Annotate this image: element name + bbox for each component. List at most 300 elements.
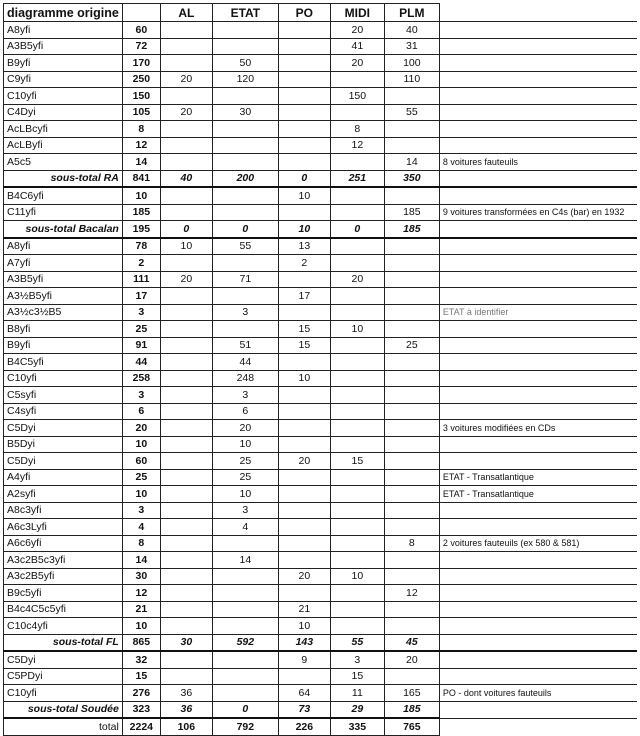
cell-midi: 150	[330, 88, 384, 105]
cell-po: 20	[278, 568, 330, 585]
cell-total: 14	[122, 154, 160, 171]
cell-note	[439, 601, 637, 618]
cell-plm	[384, 601, 439, 618]
cell-etat: 592	[212, 634, 278, 651]
cell-midi	[330, 420, 384, 437]
cell-name: B8yfi	[4, 321, 123, 338]
cell-note	[439, 354, 637, 371]
cell-al	[160, 535, 212, 552]
cell-total: 250	[122, 71, 160, 88]
cell-etat	[212, 187, 278, 204]
cell-note	[439, 38, 637, 55]
cell-name: A3c2B5yfi	[4, 568, 123, 585]
cell-plm	[384, 486, 439, 503]
table-row	[4, 668, 638, 685]
cell-name: A8yfi	[4, 238, 123, 255]
cell-po	[278, 552, 330, 569]
cell-al	[160, 121, 212, 138]
table-row	[4, 238, 638, 255]
cell-note	[439, 634, 637, 651]
cell-note	[439, 137, 637, 154]
cell-plm	[384, 618, 439, 635]
table-row	[4, 519, 638, 536]
cell-note	[439, 255, 637, 272]
cell-al	[160, 403, 212, 420]
table-row	[4, 387, 638, 404]
cell-name: A4yfi	[4, 469, 123, 486]
cell-po: 15	[278, 337, 330, 354]
table-row	[4, 255, 638, 272]
cell-note	[439, 436, 637, 453]
cell-total: 10	[122, 187, 160, 204]
cell-plm	[384, 288, 439, 305]
cell-po	[278, 55, 330, 72]
cell-midi: 10	[330, 568, 384, 585]
cell-etat: 10	[212, 436, 278, 453]
cell-total: 865	[122, 634, 160, 651]
cell-name: A6c6yfi	[4, 535, 123, 552]
cell-midi	[330, 304, 384, 321]
table-row	[4, 420, 638, 437]
cell-total: 25	[122, 321, 160, 338]
cell-midi: 3	[330, 651, 384, 668]
cell-midi: 251	[330, 170, 384, 187]
cell-total: 8	[122, 121, 160, 138]
cell-etat	[212, 668, 278, 685]
cell-midi	[330, 601, 384, 618]
header-total	[122, 4, 160, 22]
cell-al	[160, 436, 212, 453]
cell-total: 12	[122, 137, 160, 154]
table-row	[4, 337, 638, 354]
cell-total: 78	[122, 238, 160, 255]
table-row	[4, 271, 638, 288]
table-row	[4, 502, 638, 519]
cell-etat: 0	[212, 221, 278, 238]
cell-plm	[384, 519, 439, 536]
cell-etat: 14	[212, 552, 278, 569]
cell-note: 2 voitures fauteuils (ex 580 & 581)	[439, 535, 637, 552]
cell-midi: 11	[330, 685, 384, 702]
cell-name: sous-total Soudée	[4, 701, 123, 718]
cell-al	[160, 601, 212, 618]
cell-po: 10	[278, 370, 330, 387]
cell-etat	[212, 22, 278, 39]
cell-plm	[384, 137, 439, 154]
cell-midi: 55	[330, 634, 384, 651]
cell-po	[278, 121, 330, 138]
cell-midi	[330, 387, 384, 404]
cell-note	[439, 387, 637, 404]
table-row	[4, 187, 638, 204]
header-row	[4, 4, 638, 22]
cell-etat: 4	[212, 519, 278, 536]
table-row	[4, 55, 638, 72]
table-row	[4, 22, 638, 39]
cell-midi	[330, 71, 384, 88]
cell-po: 0	[278, 170, 330, 187]
cell-note: 3 voitures modifiées en CDs	[439, 420, 637, 437]
cell-al: 30	[160, 634, 212, 651]
cell-midi: 12	[330, 137, 384, 154]
cell-total: 12	[122, 585, 160, 602]
cell-etat: 120	[212, 71, 278, 88]
cell-plm	[384, 187, 439, 204]
cell-midi: 29	[330, 701, 384, 718]
cell-etat: 6	[212, 403, 278, 420]
cell-al	[160, 255, 212, 272]
cell-plm: 185	[384, 204, 439, 221]
table-row	[4, 453, 638, 470]
cell-etat	[212, 121, 278, 138]
cell-etat: 25	[212, 453, 278, 470]
cell-note: 9 voitures transformées en C4s (bar) en 1932	[439, 204, 637, 221]
cell-name: C5Dyi	[4, 651, 123, 668]
cell-plm	[384, 436, 439, 453]
header-al: AL	[160, 4, 212, 22]
cell-total: 17	[122, 288, 160, 305]
header-po: PO	[278, 4, 330, 22]
cell-etat: 30	[212, 104, 278, 121]
cell-po	[278, 22, 330, 39]
cell-total: 841	[122, 170, 160, 187]
cell-total: 60	[122, 453, 160, 470]
cell-note	[439, 22, 637, 39]
header-diagramme: diagramme origine	[4, 4, 123, 22]
cell-po: 2	[278, 255, 330, 272]
table-row	[4, 71, 638, 88]
cell-name: sous-total Bacalan	[4, 221, 123, 238]
cell-name: A2syfi	[4, 486, 123, 503]
cell-po	[278, 387, 330, 404]
cell-plm	[384, 370, 439, 387]
cell-al	[160, 304, 212, 321]
cell-note	[439, 271, 637, 288]
cell-total: 91	[122, 337, 160, 354]
cell-midi: 15	[330, 453, 384, 470]
cell-plm	[384, 387, 439, 404]
cell-plm: 8	[384, 535, 439, 552]
cell-name: C5syfi	[4, 387, 123, 404]
cell-total: 105	[122, 104, 160, 121]
cell-etat	[212, 204, 278, 221]
cell-total: 60	[122, 22, 160, 39]
cell-midi: 10	[330, 321, 384, 338]
cell-plm: 25	[384, 337, 439, 354]
cell-etat	[212, 88, 278, 105]
cell-name: A7yfi	[4, 255, 123, 272]
cell-note: 8 voitures fauteuils	[439, 154, 637, 171]
cell-etat: 71	[212, 271, 278, 288]
cell-name: B9yfi	[4, 55, 123, 72]
header-plm: PLM	[384, 4, 439, 22]
cell-midi	[330, 403, 384, 420]
table-row	[4, 304, 638, 321]
cell-note	[439, 585, 637, 602]
cell-midi: 20	[330, 271, 384, 288]
cell-al	[160, 502, 212, 519]
cell-po	[278, 420, 330, 437]
table-row	[4, 685, 638, 702]
cell-etat	[212, 321, 278, 338]
cell-al	[160, 22, 212, 39]
cell-plm	[384, 420, 439, 437]
cell-po	[278, 204, 330, 221]
cell-al	[160, 354, 212, 371]
table-row	[4, 469, 638, 486]
cell-po: 226	[278, 718, 330, 735]
cell-etat	[212, 154, 278, 171]
cell-name: B4c4C5c5yfi	[4, 601, 123, 618]
cell-total: 10	[122, 486, 160, 503]
cell-plm	[384, 568, 439, 585]
cell-etat: 792	[212, 718, 278, 735]
cell-total: 150	[122, 88, 160, 105]
cell-plm: 55	[384, 104, 439, 121]
cell-midi	[330, 288, 384, 305]
cell-po: 15	[278, 321, 330, 338]
cell-note	[439, 370, 637, 387]
cell-al	[160, 288, 212, 305]
cell-name: A3½c3½B5	[4, 304, 123, 321]
cell-etat	[212, 618, 278, 635]
cell-name: B4C5yfi	[4, 354, 123, 371]
cell-midi	[330, 585, 384, 602]
cell-note	[439, 104, 637, 121]
cell-total: 111	[122, 271, 160, 288]
cell-plm: 765	[384, 718, 439, 735]
cell-midi	[330, 535, 384, 552]
cell-total: 2	[122, 255, 160, 272]
cell-note	[439, 403, 637, 420]
cell-name: C5PDyi	[4, 668, 123, 685]
cell-plm: 100	[384, 55, 439, 72]
cell-note	[439, 321, 637, 338]
cell-total: 2224	[122, 718, 160, 735]
cell-total: 10	[122, 436, 160, 453]
table-row	[4, 321, 638, 338]
cell-po: 20	[278, 453, 330, 470]
cell-po: 9	[278, 651, 330, 668]
table-row	[4, 552, 638, 569]
cell-plm	[384, 403, 439, 420]
cell-po	[278, 304, 330, 321]
cell-note	[439, 453, 637, 470]
cell-midi	[330, 104, 384, 121]
cell-plm: 185	[384, 221, 439, 238]
cell-al: 40	[160, 170, 212, 187]
header-midi: MIDI	[330, 4, 384, 22]
cell-po: 10	[278, 221, 330, 238]
cell-etat	[212, 255, 278, 272]
cell-note	[439, 187, 637, 204]
header-notes	[439, 4, 637, 22]
cell-note	[439, 519, 637, 536]
cell-plm: 31	[384, 38, 439, 55]
cell-po	[278, 38, 330, 55]
cell-midi: 8	[330, 121, 384, 138]
rolling-stock-table	[3, 3, 637, 736]
cell-note	[439, 221, 637, 238]
cell-note	[439, 288, 637, 305]
cell-midi: 20	[330, 22, 384, 39]
subtotal-row	[4, 221, 638, 238]
cell-note	[439, 718, 637, 735]
cell-midi	[330, 519, 384, 536]
cell-name: sous-total FL	[4, 634, 123, 651]
cell-plm: 12	[384, 585, 439, 602]
cell-al	[160, 420, 212, 437]
table-row	[4, 618, 638, 635]
cell-plm: 165	[384, 685, 439, 702]
cell-midi	[330, 618, 384, 635]
cell-plm	[384, 121, 439, 138]
cell-plm	[384, 271, 439, 288]
cell-plm	[384, 304, 439, 321]
cell-al: 36	[160, 701, 212, 718]
table-row	[4, 585, 638, 602]
cell-plm: 40	[384, 22, 439, 39]
cell-plm	[384, 469, 439, 486]
cell-al: 10	[160, 238, 212, 255]
cell-etat: 55	[212, 238, 278, 255]
cell-etat: 51	[212, 337, 278, 354]
cell-al	[160, 38, 212, 55]
cell-name: C5Dyi	[4, 420, 123, 437]
table-row	[4, 436, 638, 453]
cell-al	[160, 519, 212, 536]
cell-note	[439, 568, 637, 585]
table-row	[4, 535, 638, 552]
cell-po	[278, 154, 330, 171]
cell-al	[160, 486, 212, 503]
cell-midi: 41	[330, 38, 384, 55]
cell-al: 36	[160, 685, 212, 702]
cell-po: 13	[278, 238, 330, 255]
cell-total: 185	[122, 204, 160, 221]
cell-al: 20	[160, 104, 212, 121]
cell-po: 17	[278, 288, 330, 305]
cell-name: total	[4, 718, 123, 735]
cell-note: ETAT - Transatlantique	[439, 469, 637, 486]
cell-name: A8yfi	[4, 22, 123, 39]
cell-note	[439, 502, 637, 519]
cell-name: C4syfi	[4, 403, 123, 420]
table-row	[4, 370, 638, 387]
cell-po	[278, 519, 330, 536]
cell-po	[278, 585, 330, 602]
cell-name: A5c5	[4, 154, 123, 171]
cell-plm	[384, 668, 439, 685]
cell-total: 10	[122, 618, 160, 635]
cell-po: 10	[278, 618, 330, 635]
cell-plm: 185	[384, 701, 439, 718]
cell-al	[160, 137, 212, 154]
cell-total: 323	[122, 701, 160, 718]
cell-midi	[330, 354, 384, 371]
cell-name: B4C6yfi	[4, 187, 123, 204]
cell-etat	[212, 535, 278, 552]
cell-note	[439, 618, 637, 635]
cell-po	[278, 354, 330, 371]
cell-note	[439, 55, 637, 72]
cell-total: 4	[122, 519, 160, 536]
cell-al	[160, 337, 212, 354]
table-row	[4, 601, 638, 618]
cell-plm	[384, 552, 439, 569]
cell-plm	[384, 238, 439, 255]
cell-al	[160, 585, 212, 602]
subtotal-row	[4, 634, 638, 651]
cell-name: C4Dyi	[4, 104, 123, 121]
cell-po	[278, 469, 330, 486]
cell-po	[278, 486, 330, 503]
cell-total: 3	[122, 502, 160, 519]
cell-al	[160, 387, 212, 404]
cell-po: 143	[278, 634, 330, 651]
cell-al	[160, 469, 212, 486]
cell-total: 21	[122, 601, 160, 618]
cell-note: ETAT - Transatlantique	[439, 486, 637, 503]
cell-total: 6	[122, 403, 160, 420]
cell-po: 64	[278, 685, 330, 702]
cell-note	[439, 170, 637, 187]
cell-name: A3B5yfi	[4, 271, 123, 288]
cell-etat: 200	[212, 170, 278, 187]
cell-po	[278, 271, 330, 288]
cell-midi	[330, 255, 384, 272]
cell-etat: 20	[212, 420, 278, 437]
subtotal-row	[4, 170, 638, 187]
cell-name: A3½B5yfi	[4, 288, 123, 305]
cell-midi	[330, 552, 384, 569]
cell-al	[160, 55, 212, 72]
cell-midi	[330, 502, 384, 519]
cell-plm	[384, 502, 439, 519]
cell-midi	[330, 204, 384, 221]
cell-po	[278, 535, 330, 552]
table-row	[4, 568, 638, 585]
cell-total: 25	[122, 469, 160, 486]
cell-al: 20	[160, 271, 212, 288]
cell-midi	[330, 436, 384, 453]
cell-name: C5Dyi	[4, 453, 123, 470]
cell-etat	[212, 137, 278, 154]
cell-note	[439, 88, 637, 105]
cell-name: sous-total RA	[4, 170, 123, 187]
cell-po	[278, 668, 330, 685]
cell-plm	[384, 453, 439, 470]
cell-note	[439, 337, 637, 354]
cell-plm: 110	[384, 71, 439, 88]
cell-al	[160, 321, 212, 338]
cell-name: A8c3yfi	[4, 502, 123, 519]
cell-name: A3B5yfi	[4, 38, 123, 55]
table-row	[4, 38, 638, 55]
cell-midi	[330, 469, 384, 486]
cell-etat: 10	[212, 486, 278, 503]
cell-name: C9yfi	[4, 71, 123, 88]
cell-po	[278, 502, 330, 519]
cell-name: AcLByfi	[4, 137, 123, 154]
cell-al	[160, 568, 212, 585]
cell-total: 30	[122, 568, 160, 585]
cell-etat: 50	[212, 55, 278, 72]
cell-total: 3	[122, 387, 160, 404]
cell-note: PO - dont voitures fauteuils	[439, 685, 637, 702]
cell-al	[160, 187, 212, 204]
table-row	[4, 204, 638, 221]
